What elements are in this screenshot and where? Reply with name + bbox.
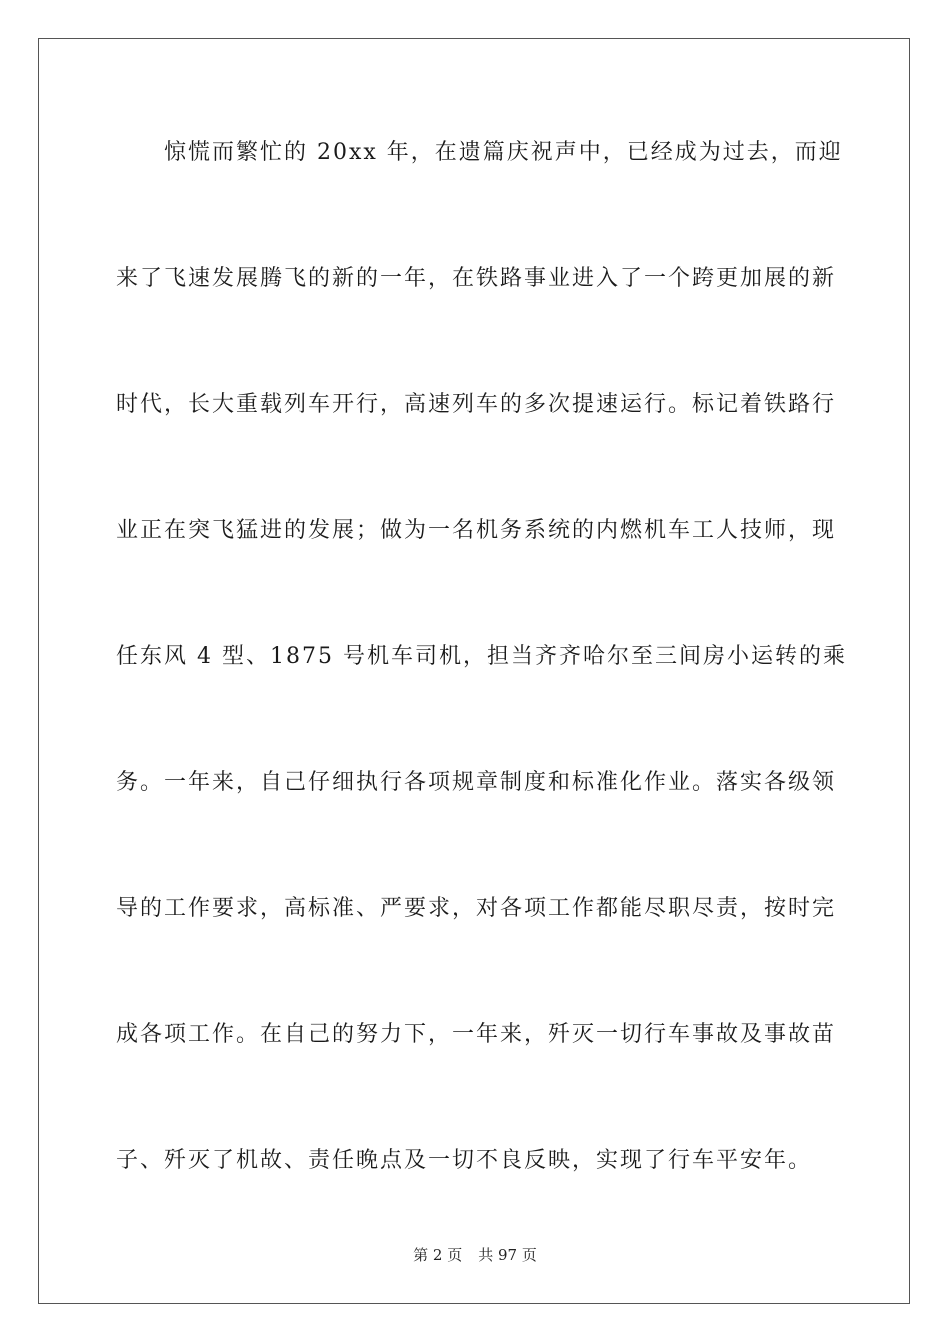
- page-number: 第 2 页: [413, 1246, 463, 1264]
- paragraph-line-1: 惊慌而繁忙的 20xx 年，在遗篇庆祝声中，已经成为过去，而迎: [164, 140, 843, 165]
- paragraph-line-5: 任东风 4 型、1875 号机车司机，担当齐齐哈尔至三间房小运转的乘: [116, 644, 847, 669]
- paragraph-line-9: 子、歼灭了机故、责任晚点及一切不良反映，实现了行车平安年。: [116, 1148, 813, 1173]
- page-footer: [0, 1244, 950, 1265]
- page-total: 共 97 页: [478, 1246, 537, 1264]
- paragraph-line-2: 来了飞速发展腾飞的新的一年，在铁路事业进入了一个跨更加展的新: [116, 266, 837, 291]
- paragraph-line-8: 成各项工作。在自己的努力下，一年来，歼灭一切行车事故及事故苗: [116, 1022, 837, 1047]
- paragraph-line-7: 导的工作要求，高标准、严要求，对各项工作都能尽职尽责，按时完: [116, 896, 837, 921]
- body-paragraph: [116, 132, 847, 1266]
- paragraph-line-3: 时代，长大重载列车开行，高速列车的多次提速运行。标记着铁路行: [116, 392, 837, 417]
- paragraph-line-4: 业正在突飞猛进的发展；做为一名机务系统的内燃机车工人技师，现: [116, 518, 837, 543]
- paragraph-line-6: 务。一年来，自己仔细执行各项规章制度和标准化作业。落实各级领: [116, 770, 837, 795]
